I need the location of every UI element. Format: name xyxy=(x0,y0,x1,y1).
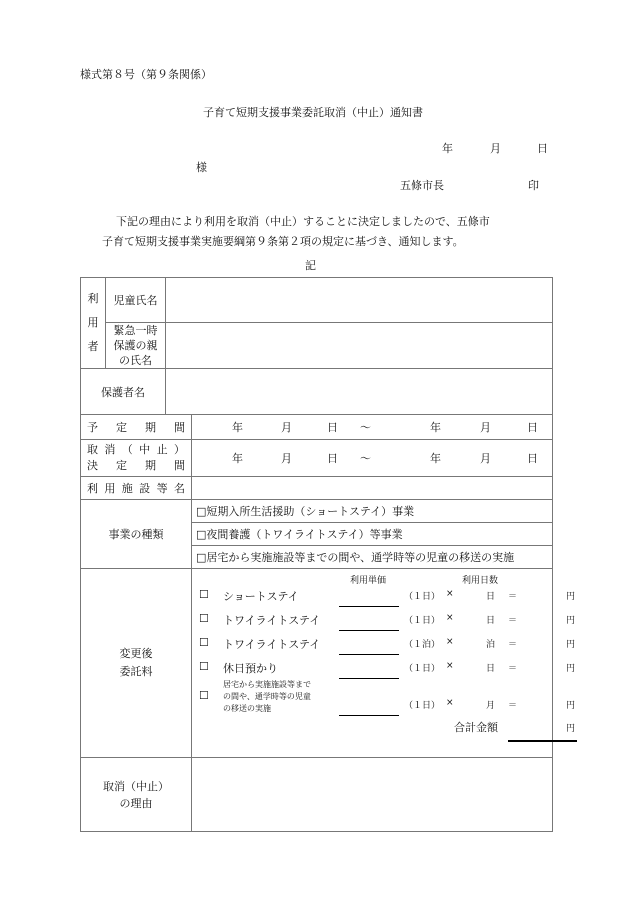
body-text-line-1: 下記の理由により利用を取消（中止）することに決定しましたので、五條市 xyxy=(116,215,490,228)
transport-name-line-3: の移送の実施 xyxy=(223,704,271,713)
fee-label xyxy=(81,569,192,758)
fee-row-count-unit: 日 xyxy=(486,592,496,602)
facility-name-text xyxy=(81,480,191,496)
fee-checkbox[interactable]: ☐ xyxy=(199,636,209,649)
guardian-name-field[interactable] xyxy=(166,369,553,415)
times-sign: × xyxy=(446,661,454,671)
unit-price-blank[interactable] xyxy=(339,630,399,631)
equals-sign: ＝ xyxy=(508,640,518,650)
cancel-reason-line-1: 取消（中止） xyxy=(103,779,169,793)
fee-checkbox[interactable]: ☐ xyxy=(199,612,209,625)
business-option-transport[interactable]: □居宅から実施施設等までの間や、通学時等の児童の移送の実施 xyxy=(192,546,553,569)
spread-char: 消 xyxy=(104,443,116,456)
days-header: 利用日数 xyxy=(462,576,499,586)
fee-row-unit: （１泊） xyxy=(404,640,441,650)
cp-start-month: 月 xyxy=(281,452,292,465)
cp-end-year: 年 xyxy=(430,452,441,465)
fee-details-cell xyxy=(192,569,576,758)
spread-char: 定 xyxy=(116,459,127,472)
cancel-period-line-1 xyxy=(81,442,191,458)
spread-char: 定 xyxy=(116,421,127,434)
spread-char: 止 xyxy=(156,443,168,456)
sp-end-day: 日 xyxy=(527,421,538,434)
fee-checkbox[interactable]: ☐ xyxy=(199,660,209,673)
child-name-field[interactable] xyxy=(166,278,553,323)
spread-char: 利 xyxy=(87,482,98,495)
unit-price-blank[interactable] xyxy=(339,654,399,655)
fee-row-unit: （１日） xyxy=(404,592,441,602)
unit-price-blank[interactable] xyxy=(339,678,399,679)
spread-char: 期 xyxy=(145,421,156,434)
total-amount-blank[interactable] xyxy=(508,740,577,742)
fee-label-line-2: 委託料 xyxy=(119,665,153,678)
times-sign: × xyxy=(446,637,454,647)
emergency-parent-line-3: の氏名 xyxy=(119,354,152,367)
cp-end-day: 日 xyxy=(527,452,538,465)
transport-name-line-2: の間や、通学時等の児童 xyxy=(223,692,311,701)
spread-char: 名 xyxy=(173,482,185,495)
unit-price-header: 利用単価 xyxy=(350,576,387,586)
sp-tilde: ～ xyxy=(360,421,371,434)
transport-row-name xyxy=(223,679,311,715)
notice-form-table xyxy=(80,277,576,832)
spread-char: ） xyxy=(173,443,185,456)
fee-checkbox[interactable]: ☐ xyxy=(199,689,209,702)
spread-char: 間 xyxy=(174,459,185,472)
facility-name-label xyxy=(81,477,192,500)
seal-mark: 印 xyxy=(528,179,539,192)
date-day-label: 日 xyxy=(537,142,548,155)
emergency-parent-field[interactable] xyxy=(166,323,553,369)
sp-end-year: 年 xyxy=(430,421,441,434)
cp-start-day: 日 xyxy=(327,452,338,465)
spread-char: 間 xyxy=(174,421,185,434)
emergency-parent-label xyxy=(106,323,166,369)
fee-label-line-1: 変更後 xyxy=(119,647,153,660)
issuer-name: 五條市長 xyxy=(400,179,444,192)
fee-row-count-unit: 日 xyxy=(486,616,496,626)
fee-row-count-unit: 月 xyxy=(486,701,496,711)
business-type-label: 事業の種類 xyxy=(81,500,192,569)
yen-sign: 円 xyxy=(566,664,576,674)
yen-sign: 円 xyxy=(566,592,576,602)
business-option-short-stay[interactable]: □短期入所生活援助（ショートステイ）事業 xyxy=(192,500,553,523)
user-label-cell xyxy=(81,278,106,369)
spread-char: 等 xyxy=(156,482,168,495)
transport-name-line-1: 居宅から実施施設等まで xyxy=(223,680,311,689)
emergency-parent-line-1: 緊急一時 xyxy=(113,324,158,337)
sp-start-day: 日 xyxy=(327,421,338,434)
cancel-period-label xyxy=(81,440,192,477)
yen-sign: 円 xyxy=(566,640,576,650)
equals-sign: ＝ xyxy=(508,616,518,626)
spread-char: 決 xyxy=(87,459,98,472)
user-char-3: 者 xyxy=(87,340,99,353)
scheduled-period-field[interactable] xyxy=(192,415,553,440)
cp-end-month: 月 xyxy=(480,452,491,465)
equals-sign: ＝ xyxy=(508,701,518,711)
child-name-label: 児童氏名 xyxy=(106,278,166,323)
scheduled-period-label xyxy=(81,415,192,440)
total-yen-sign: 円 xyxy=(566,724,576,734)
date-month-label: 月 xyxy=(490,142,501,155)
total-amount-label: 合計金額 xyxy=(454,721,498,734)
date-year-label: 年 xyxy=(442,142,453,155)
yen-sign: 円 xyxy=(566,616,576,626)
unit-price-blank[interactable] xyxy=(339,715,399,716)
business-option-twilight-stay[interactable]: □夜間養護（トワイライトステイ）等事業 xyxy=(192,523,553,546)
cp-start-year: 年 xyxy=(232,452,243,465)
spread-char: 用 xyxy=(104,482,116,495)
fee-row-name: ショートステイ xyxy=(223,590,299,603)
fee-row-count-unit: 泊 xyxy=(486,640,496,650)
cancel-reason-label xyxy=(81,758,192,832)
spread-char: 予 xyxy=(87,421,98,434)
equals-sign: ＝ xyxy=(508,592,518,602)
user-char-2: 用 xyxy=(87,316,99,329)
cancel-reason-line-2: の理由 xyxy=(119,796,153,810)
cancel-reason-field[interactable] xyxy=(192,758,553,832)
sp-start-month: 月 xyxy=(281,421,292,434)
cancel-period-field[interactable] xyxy=(192,440,553,477)
ki-heading: 記 xyxy=(305,259,316,272)
spread-char: 施 xyxy=(121,482,133,495)
fee-row-unit: （１日） xyxy=(404,616,441,626)
times-sign: × xyxy=(446,589,454,599)
user-char-1: 利 xyxy=(87,292,99,305)
fee-row-unit: （１日） xyxy=(404,664,441,674)
equals-sign: ＝ xyxy=(508,664,518,674)
spread-char: 中 xyxy=(139,443,151,456)
sp-start-year: 年 xyxy=(232,421,243,434)
addressee-suffix: 様 xyxy=(196,161,207,174)
fee-row-name: トワイライトステイ xyxy=(223,614,321,627)
document-title: 子育て短期支援事業委託取消（中止）通知書 xyxy=(203,106,423,119)
fee-row-name: トワイライトステイ xyxy=(223,638,321,651)
fee-row-count-unit: 日 xyxy=(486,664,496,674)
spread-char: 設 xyxy=(139,482,151,495)
times-sign: × xyxy=(446,698,454,708)
body-text-line-2: 子育て短期支援事業実施要綱第９条第２項の規定に基づき、通知します。 xyxy=(102,235,464,248)
form-number: 様式第８号（第９条関係） xyxy=(80,68,212,81)
yen-sign: 円 xyxy=(566,701,576,711)
scheduled-period-text xyxy=(81,419,191,435)
spread-char: （ xyxy=(121,443,133,456)
facility-name-field[interactable] xyxy=(192,477,553,500)
unit-price-blank[interactable] xyxy=(339,606,399,607)
cp-tilde: ～ xyxy=(360,452,371,465)
spread-char: 取 xyxy=(87,443,98,456)
fee-checkbox[interactable]: ☐ xyxy=(199,588,209,601)
spread-char: 期 xyxy=(145,459,156,472)
sp-end-month: 月 xyxy=(480,421,491,434)
fee-row-name: 休日預かり xyxy=(223,662,278,675)
cancel-period-line-2 xyxy=(81,458,191,474)
times-sign: × xyxy=(446,613,454,623)
emergency-parent-line-2: 保護の親 xyxy=(113,339,158,352)
guardian-name-label: 保護者名 xyxy=(81,369,166,415)
fee-row-unit: （１日） xyxy=(404,701,441,711)
